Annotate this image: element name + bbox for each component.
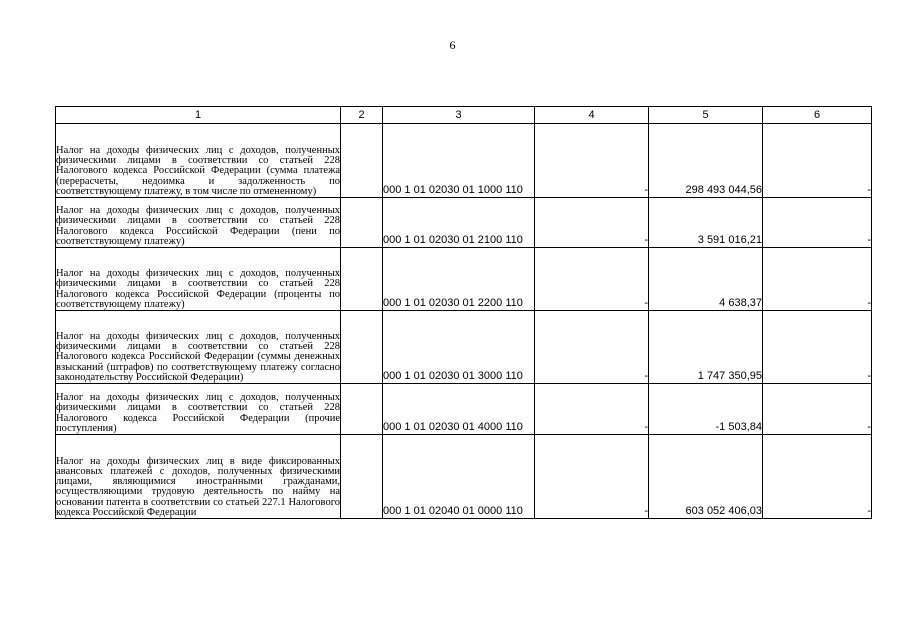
row-col5: -1 503,84 (649, 384, 763, 435)
table-row (56, 248, 872, 311)
row-col5: 603 052 406,03 (649, 435, 763, 519)
revenue-table (55, 106, 872, 519)
header-row (56, 107, 872, 124)
row-code: 000 1 01 02040 01 0000 110 (383, 435, 535, 519)
header-col-5: 5 (649, 107, 763, 124)
header-col-3: 3 (383, 107, 535, 124)
row-code: 000 1 01 02030 01 2200 110 (383, 248, 535, 311)
row-col4: - (535, 248, 649, 311)
row-col5: 3 591 016,21 (649, 198, 763, 248)
row-code: 000 1 01 02030 01 3000 110 (383, 311, 535, 384)
header-col-2: 2 (341, 107, 383, 124)
header-col-6: 6 (763, 107, 872, 124)
row-col4: - (535, 198, 649, 248)
row-code: 000 1 01 02030 01 1000 110 (383, 124, 535, 198)
row-col4: - (535, 435, 649, 519)
row-name: Налог на доходы физических лиц с доходов, полученных физическими лицами в соответствии со статьей 228 Налогового кодекса Российской Федерации (прочие поступления) (56, 384, 341, 435)
row-col6: - (763, 435, 872, 519)
table-row (56, 311, 872, 384)
row-name: Налог на доходы физических лиц с доходов, полученных физическими лицами в соответствии со статьей 228 Налогового кодекса Российской Федерации (сумма платежа (перерасчеты, недоимка и задолженность по соответствующему платежу, в том числе по отмененному) (56, 124, 341, 198)
row-name: Налог на доходы физических лиц с доходов, полученных физическими лицами в соответствии со статьей 228 Налогового кодекса Российской Федерации (суммы денежных взысканий (штрафов) по соответствующему платежу согласно законодательству Российской Федерации) (56, 311, 341, 384)
row-col5: 1 747 350,95 (649, 311, 763, 384)
row-name: Налог на доходы физических лиц в виде фиксированных авансовых платежей с доходов, полученных физическими лицами, являющимися иностранными гражданами, осуществляющими трудовую деятельность по найму на основании патента в соответствии со статьей 227.1 Налогового кодекса Российской Федерации (56, 435, 341, 519)
row-code: 000 1 01 02030 01 4000 110 (383, 384, 535, 435)
row-col6: - (763, 384, 872, 435)
row-col4: - (535, 124, 649, 198)
row-col2 (341, 248, 383, 311)
table-row (56, 435, 872, 519)
row-col2 (341, 435, 383, 519)
row-col2 (341, 198, 383, 248)
row-name: Налог на доходы физических лиц с доходов, полученных физическими лицами в соответствии со статьей 228 Налогового кодекса Российской Федерации (проценты по соответствующему платежу) (56, 248, 341, 311)
table-row (56, 384, 872, 435)
page-number: 6 (449, 38, 456, 52)
row-col6: - (763, 124, 872, 198)
row-col2 (341, 311, 383, 384)
row-name: Налог на доходы физических лиц с доходов, полученных физическими лицами в соответствии со статьей 228 Налогового кодекса Российской Федерации (пени по соответствующему платежу) (56, 198, 341, 248)
row-col2 (341, 124, 383, 198)
row-col2 (341, 384, 383, 435)
row-col4: - (535, 384, 649, 435)
row-col5: 298 493 044,56 (649, 124, 763, 198)
table-row (56, 124, 872, 198)
row-col6: - (763, 198, 872, 248)
row-col6: - (763, 248, 872, 311)
row-col4: - (535, 311, 649, 384)
table-row (56, 198, 872, 248)
row-col5: 4 638,37 (649, 248, 763, 311)
row-col6: - (763, 311, 872, 384)
header-col-1: 1 (56, 107, 341, 124)
row-code: 000 1 01 02030 01 2100 110 (383, 198, 535, 248)
header-col-4: 4 (535, 107, 649, 124)
